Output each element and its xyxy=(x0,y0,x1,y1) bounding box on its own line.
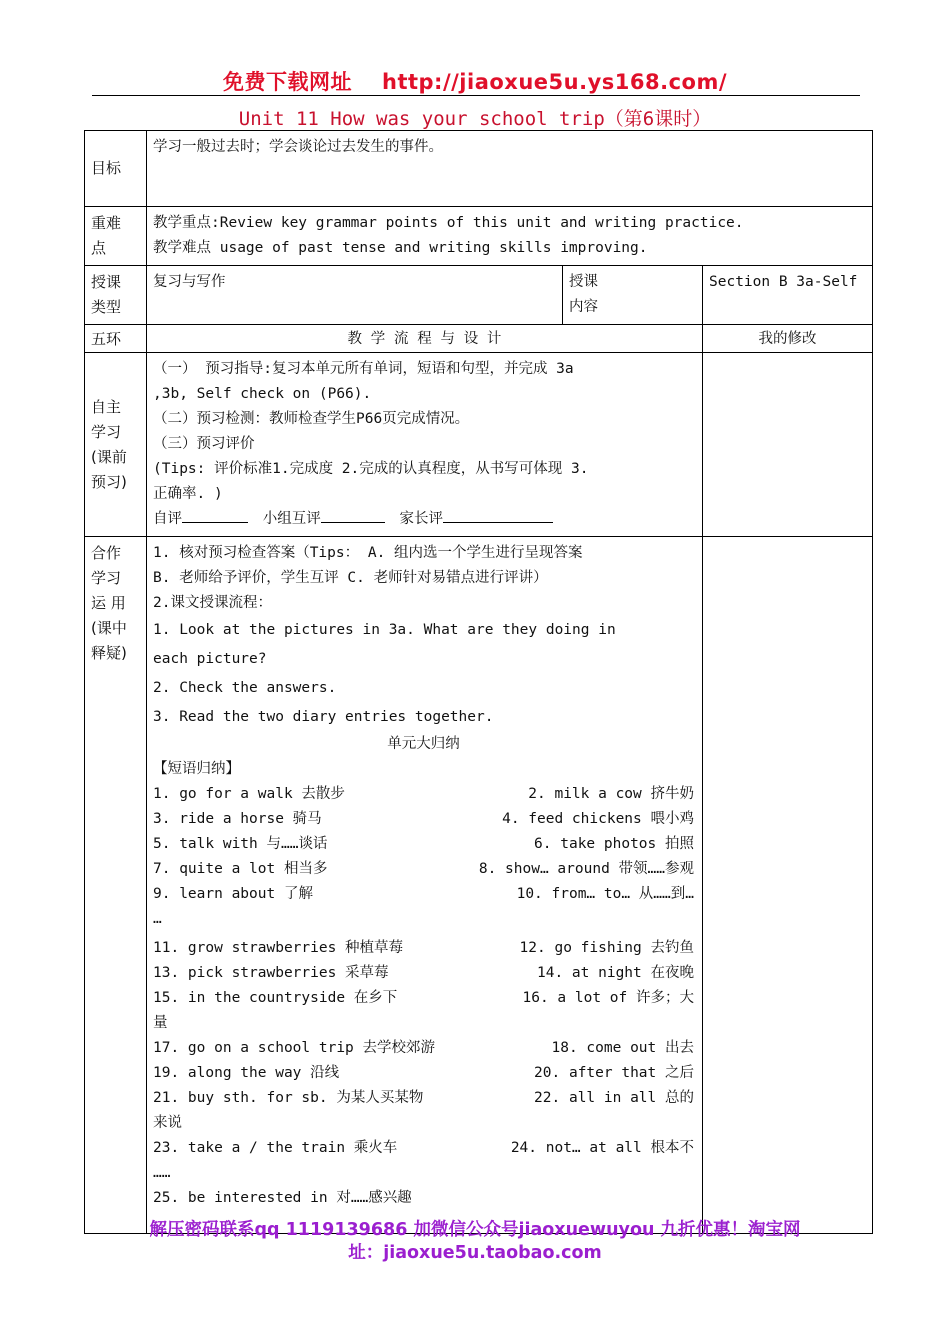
self-study-line: (Tips: 评价标准1.完成度 2.完成的认真程度，从书写可体现 3. xyxy=(153,461,589,477)
phrase-row xyxy=(153,1136,694,1161)
lesson-content-label-2: 内容 xyxy=(569,299,598,315)
phrase-row xyxy=(153,782,694,807)
eval-group-label: 小组互评 xyxy=(262,511,321,527)
self-study-label-line: (课前 xyxy=(91,447,127,466)
self-study-line: 正确率. ) xyxy=(153,486,223,502)
self-study-label-line: 预习) xyxy=(91,472,127,491)
phrase-item: 1. go for a walk 去散步 xyxy=(153,786,345,802)
goal-row xyxy=(85,131,873,207)
phrase-item: 17. go on a school trip 去学校郊游 xyxy=(153,1040,436,1056)
coop-notes[interactable] xyxy=(703,537,873,1234)
phrase-row xyxy=(153,832,694,857)
difficult-point-line: 教学难点 usage of past tense and writing skills improving. xyxy=(153,240,648,256)
footer-contact xyxy=(0,1219,950,1265)
self-study-content xyxy=(147,353,703,537)
footer-line-1: 解压密码联系qq 1119139686 加微信公众号jiaoxuewuyou 九折优惠！淘宝网 xyxy=(149,1220,801,1240)
lesson-content-label xyxy=(563,266,703,325)
self-study-line: （三）预习评价 xyxy=(153,436,255,452)
phrase-item: 16. a lot of 许多；大 xyxy=(522,990,694,1006)
page-title: Unit 11 How was your school trip（第6课时） xyxy=(238,108,712,130)
phrase-item: 11. grow strawberries 种植草莓 xyxy=(153,940,404,956)
lesson-type-label-1: 授课 xyxy=(91,273,122,291)
header-free-label: 免费下载网址 xyxy=(223,70,352,94)
key-points-label xyxy=(85,207,147,266)
lesson-plan-table xyxy=(84,130,873,1234)
phrase-item: 24. not… at all 根本不 xyxy=(510,1140,694,1156)
phrase-row xyxy=(153,1086,694,1111)
self-study-label xyxy=(85,353,147,537)
phrase-item: 13. pick strawberries 采草莓 xyxy=(153,965,389,981)
phrase-item: 2. milk a cow 挤牛奶 xyxy=(528,786,694,802)
phrase-item: 9. learn about 了解 xyxy=(153,886,313,902)
coop-label-line: 运 用 xyxy=(91,594,126,612)
phrase-row xyxy=(153,857,694,882)
self-study-line: （一） 预习指导:复习本单元所有单词，短语和句型，并完成 3a xyxy=(153,361,574,377)
coop-step-line: 3. Read the two diary entries together. xyxy=(153,709,494,725)
coop-label-line: 学习 xyxy=(91,569,122,587)
coop-row xyxy=(85,537,873,1234)
lesson-content-value: Section B 3a-Self xyxy=(703,266,873,325)
lesson-type-row xyxy=(85,266,873,325)
phrase-heading: 【短语归纳】 xyxy=(153,761,240,777)
coop-label xyxy=(85,537,147,1234)
coop-intro-line: 1. 核对预习检查答案（Tips： A. 组内选一个学生进行呈现答案 xyxy=(153,545,583,561)
coop-label-line: 释疑) xyxy=(91,644,127,662)
self-study-line: ,3b, Self check on (P66). xyxy=(153,386,372,402)
summary-title: 单元大归纳 xyxy=(387,736,460,752)
coop-label-line: 合作 xyxy=(91,544,122,562)
evaluation-line xyxy=(153,507,696,532)
flow-header-row xyxy=(85,325,873,353)
phrase-item: 6. take photos 拍照 xyxy=(534,836,694,852)
coop-step-line: 2. Check the answers. xyxy=(153,680,337,696)
phrase-row xyxy=(153,1061,694,1086)
self-study-row xyxy=(85,353,873,537)
eval-group-blank[interactable] xyxy=(321,508,385,523)
flow-header-col2: 教 学 流 程 与 设 计 xyxy=(147,325,703,353)
phrase-row xyxy=(153,986,694,1011)
coop-label-line: (课中 xyxy=(91,619,127,637)
phrase-item: 5. talk with 与……谈话 xyxy=(153,836,328,852)
coop-intro-line: 2.课文授课流程： xyxy=(153,595,272,611)
key-point-line: 教学重点:Review key grammar points of this unit and writing practice. xyxy=(153,215,744,231)
header-download-link[interactable] xyxy=(0,66,950,96)
phrase-wrap: 来说 xyxy=(153,1115,182,1131)
key-points-content xyxy=(147,207,873,266)
phrase-item: 12. go fishing 去钓鱼 xyxy=(519,940,694,956)
phrase-item: 14. at night 在夜晚 xyxy=(537,965,694,981)
phrase-item: 22. all in all 总的 xyxy=(534,1090,694,1106)
key-points-row xyxy=(85,207,873,266)
phrase-item: 19. along the way 沿线 xyxy=(153,1065,340,1081)
phrase-row xyxy=(153,807,694,832)
key-points-label-2: 点 xyxy=(91,239,107,257)
phrase-row xyxy=(153,936,694,961)
phrase-wrap: … xyxy=(153,911,162,927)
self-study-label-line: 学习 xyxy=(91,422,122,441)
phrase-item: 8. show… around 带领……参观 xyxy=(478,861,694,877)
eval-self-blank[interactable] xyxy=(182,508,248,523)
flow-header-col1: 五环 xyxy=(85,325,147,353)
coop-intro-line: B. 老师给予评价，学生互评 C. 老师针对易错点进行评讲） xyxy=(153,570,548,586)
phrase-wrap: …… xyxy=(153,1165,171,1181)
self-study-label-line: 自主 xyxy=(91,397,122,416)
phrase-row xyxy=(153,1036,694,1061)
lesson-type-value: 复习与写作 xyxy=(147,266,563,325)
key-points-label-1: 重难 xyxy=(91,214,122,232)
footer-line-2[interactable]: 址：jiaoxue5u.taobao.com xyxy=(348,1243,602,1263)
coop-content xyxy=(147,537,703,1234)
self-study-line: （二）预习检测：教师检查学生P66页完成情况。 xyxy=(153,411,470,427)
phrase-item: 7. quite a lot 相当多 xyxy=(153,861,328,877)
goal-content: 学习一般过去时；学会谈论过去发生的事件。 xyxy=(147,131,873,207)
phrase-item: 15. in the countryside 在乡下 xyxy=(153,990,398,1006)
lesson-type-label xyxy=(85,266,147,325)
goal-label-text: 目标 xyxy=(91,159,122,177)
header-rule xyxy=(92,95,860,96)
eval-parent-blank[interactable] xyxy=(443,508,553,523)
phrase-item: 3. ride a horse 骑马 xyxy=(153,811,322,827)
goal-label xyxy=(85,131,147,207)
phrase-item: 4. feed chickens 喂小鸡 xyxy=(502,811,694,827)
phrase-item: 23. take a / the train 乘火车 xyxy=(153,1140,398,1156)
lesson-type-label-2: 类型 xyxy=(91,298,122,316)
flow-header-col3: 我的修改 xyxy=(703,325,873,353)
phrase-row xyxy=(153,961,694,986)
phrase-item: 25. be interested in 对……感兴趣 xyxy=(153,1190,412,1206)
coop-step-line: each picture? xyxy=(153,651,267,667)
phrase-item: 18. come out 出去 xyxy=(551,1040,694,1056)
eval-self-label: 自评 xyxy=(153,511,182,527)
header-url[interactable]: http://jiaoxue5u.ys168.com/ xyxy=(382,70,727,94)
lesson-content-label-1: 授课 xyxy=(569,274,598,290)
phrase-item: 20. after that 之后 xyxy=(534,1065,694,1081)
eval-parent-label: 家长评 xyxy=(399,511,443,527)
phrase-row xyxy=(153,882,694,907)
self-study-notes[interactable] xyxy=(703,353,873,537)
phrase-item: 21. buy sth. for sb. 为某人买某物 xyxy=(153,1090,424,1106)
phrase-wrap: 量 xyxy=(153,1015,168,1031)
coop-step-line: 1. Look at the pictures in 3a. What are they doing in xyxy=(153,622,616,638)
phrase-item: 10. from… to… 从……到… xyxy=(516,886,694,902)
